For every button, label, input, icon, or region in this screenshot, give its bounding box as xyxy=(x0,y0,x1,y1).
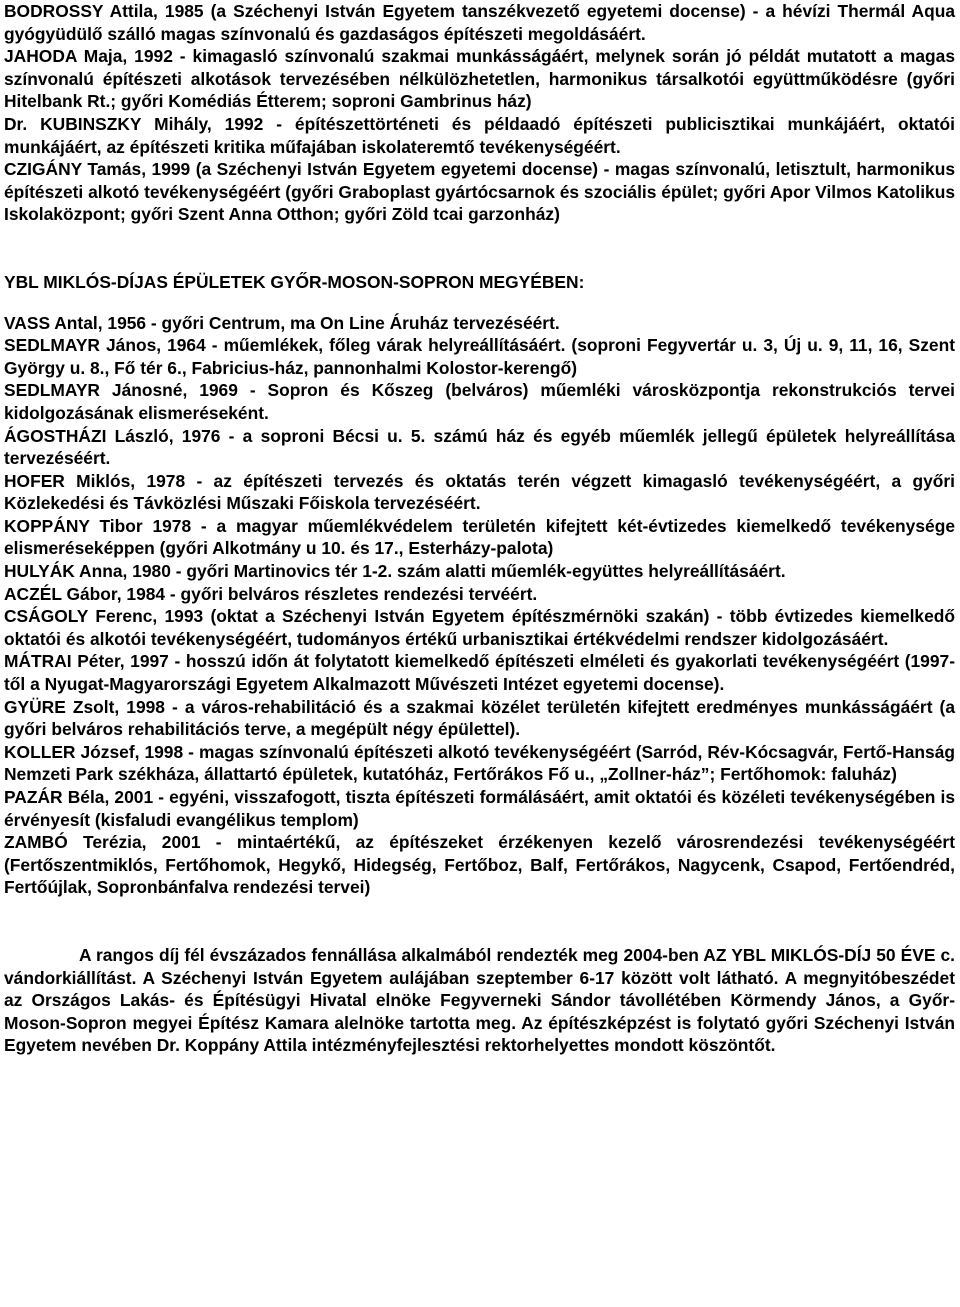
building-entry-csagoly: CSÁGOLY Ferenc, 1993 (oktat a Széchenyi István Egyetem építészmérnöki szakán) - több évtizedes kiemelkedő oktatói és alkotói tevékenységéért, tudományos értékű urbanisztikai értékvédelmi rendszer kidolgozásáért. xyxy=(4,606,955,649)
award-entry-kubinszky: Dr. KUBINSZKY Mihály, 1992 - építészettörténeti és példaadó építészeti publicisztikai munkájáért, oktatói munkájáért, az építészeti kritika műfajában iskolateremtő tevékenységéért. xyxy=(4,113,955,157)
building-entry-pazar: PAZÁR Béla, 2001 - egyéni, visszafogott, tiszta építészeti formálásáért, amit oktatói és közéleti tevékenységében is érvényesít (kisfaludi evangélikus templom) xyxy=(4,787,955,830)
building-entries xyxy=(4,312,955,899)
award-entry-czigany: CZIGÁNY Tamás, 1999 (a Széchenyi István Egyetem egyetemi docense) - magas színvonalú, letisztult, harmonikus építészeti alkotó tevékenységéért (győri Graboplast gyártócsarnok és szociális épület; győri Apor Vilmos Katolikus Iskolaközpont; győri Szent Anna Otthon; győri Zöld tcai garzonház) xyxy=(4,159,955,225)
intro-entries xyxy=(4,0,955,226)
building-entry-aczel: ACZÉL Gábor, 1984 - győri belváros részletes rendezési tervéért. xyxy=(4,583,538,604)
section-heading: YBL MIKLÓS-DÍJAS ÉPÜLETEK GYŐR-MOSON-SOPRON MEGYÉBEN: xyxy=(4,271,585,292)
building-entry-hulyak: HULYÁK Anna, 1980 - győri Martinovics tér 1-2. szám alatti műemlék-együttes helyreállításáért. xyxy=(4,561,786,582)
building-entry-hofer: HOFER Miklós, 1978 - az építészeti tervezés és oktatás terén végzett kimagasló tevékenységéért, a győri Közlekedési és Távközlési Műszaki Főiskola tervezéséért. xyxy=(4,470,955,514)
building-entry-sedlmayr-janosne: SEDLMAYR Jánosné, 1969 - Sopron és Kőszeg (belváros) műemléki városközpontja rekonstrukciós tervei kidolgozásának elismeréseként. xyxy=(4,380,955,423)
building-entry-matrai: MÁTRAI Péter, 1997 - hosszú időn át folytatott kiemelkedő építészeti elméleti és gyakorlati tevékenységéért (1997-től a Nyugat-Magyarországi Egyetem Alkalmazott Művészeti Intézet egyetemi docense). xyxy=(4,651,955,695)
document-page xyxy=(4,0,955,1057)
building-entry-vass: VASS Antal, 1956 - győri Centrum, ma On Line Áruház tervezéséért. xyxy=(4,312,560,333)
award-entry-jahoda: JAHODA Maja, 1992 - kimagasló színvonalú szakmai munkásságáért, melynek során jó példát mutatott a magas színvonalú építészeti alkotások tervezésében nélkülözhetetlen, harmonikus társalkotói együttműködésre (győri Hitelbank Rt.; győri Komédiás Étterem; soproni Gambrinus ház) xyxy=(4,46,955,112)
building-entry-gyure: GYÜRE Zsolt, 1998 - a város-rehabilitáció és a szakmai közélet területén kifejtett eredményes munkásságáért (a győri belváros rehabilitációs terve, a megépült négy épülettel). xyxy=(4,696,955,740)
building-entry-zambo: ZAMBÓ Terézia, 2001 - mintaértékű, az építészeket érzékenyen kezelő városrendezési tevékenységéért (Fertőszentmiklós, Fertőhomok, Hegykő, Hidegség, Fertőboz, Balf, Fertőrákos, Nagycenk, Csapod, Fertőendréd, Fertőújlak, Sopronbánfalva rendezési tervei) xyxy=(4,832,955,898)
building-entry-agosthazi: ÁGOSTHÁZI László, 1976 - a soproni Bécsi u. 5. számú ház és egyéb műemlék jellegű épületek helyreállítása tervezéséért. xyxy=(4,425,955,469)
building-entry-koller: KOLLER József, 1998 - magas színvonalú építészeti alkotó tevékenységéért (Sarród, Rév-Kócsagvár, Fertő-Hanság Nemzeti Park székháza, állattartó épületek, kutatóház, Fertőrákos Fő u., „Zollner-ház”; Fertőhomok: faluház) xyxy=(4,741,955,785)
closing-paragraph: A rangos díj fél évszázados fennállása alkalmából rendezték meg 2004-ben AZ YBL MIKLÓS-DÍJ 50 ÉVE c. vándorkiállítást. A Széchenyi István Egyetem aulájában szeptember 6-17 között volt látható. A megnyitóbeszédet az Országos Lakás- és Építésügyi Hivatal elnöke Fegyverneki Sándor távollétében Körmendy János, a Győr-Moson-Sopron megyei Építész Kamara alelnöke tartotta meg. Az építészképzést is folytató győri Széchenyi István Egyetem nevében Dr. Koppány Attila intézményfejlesztési rektorhelyettes mondott köszöntőt. xyxy=(4,944,955,1056)
building-entry-koppany: KOPPÁNY Tibor 1978 - a magyar műemlékvédelem területén kifejtett két-évtizedes kiemelkedő tevékenysége elismeréseképpen (győri Alkotmány u 10. és 17., Esterházy-palota) xyxy=(4,515,955,559)
award-entry-bodrossy: BODROSSY Attila, 1985 (a Széchenyi István Egyetem tanszékvezető egyetemi docense) - a hévízi Thermál Aqua gyógyüdülő szálló magas színvonalú és gazdaságos építészeti megoldásáért. xyxy=(4,1,955,44)
building-entry-sedlmayr-janos: SEDLMAYR János, 1964 - műemlékek, főleg várak helyreállításáért. (soproni Fegyvertár u. 3, Új u. 9, 11, 16, Szent György u. 8., Fő tér 6., Fabricius-ház, pannonhalmi Kolostor-kerengő) xyxy=(4,335,955,378)
